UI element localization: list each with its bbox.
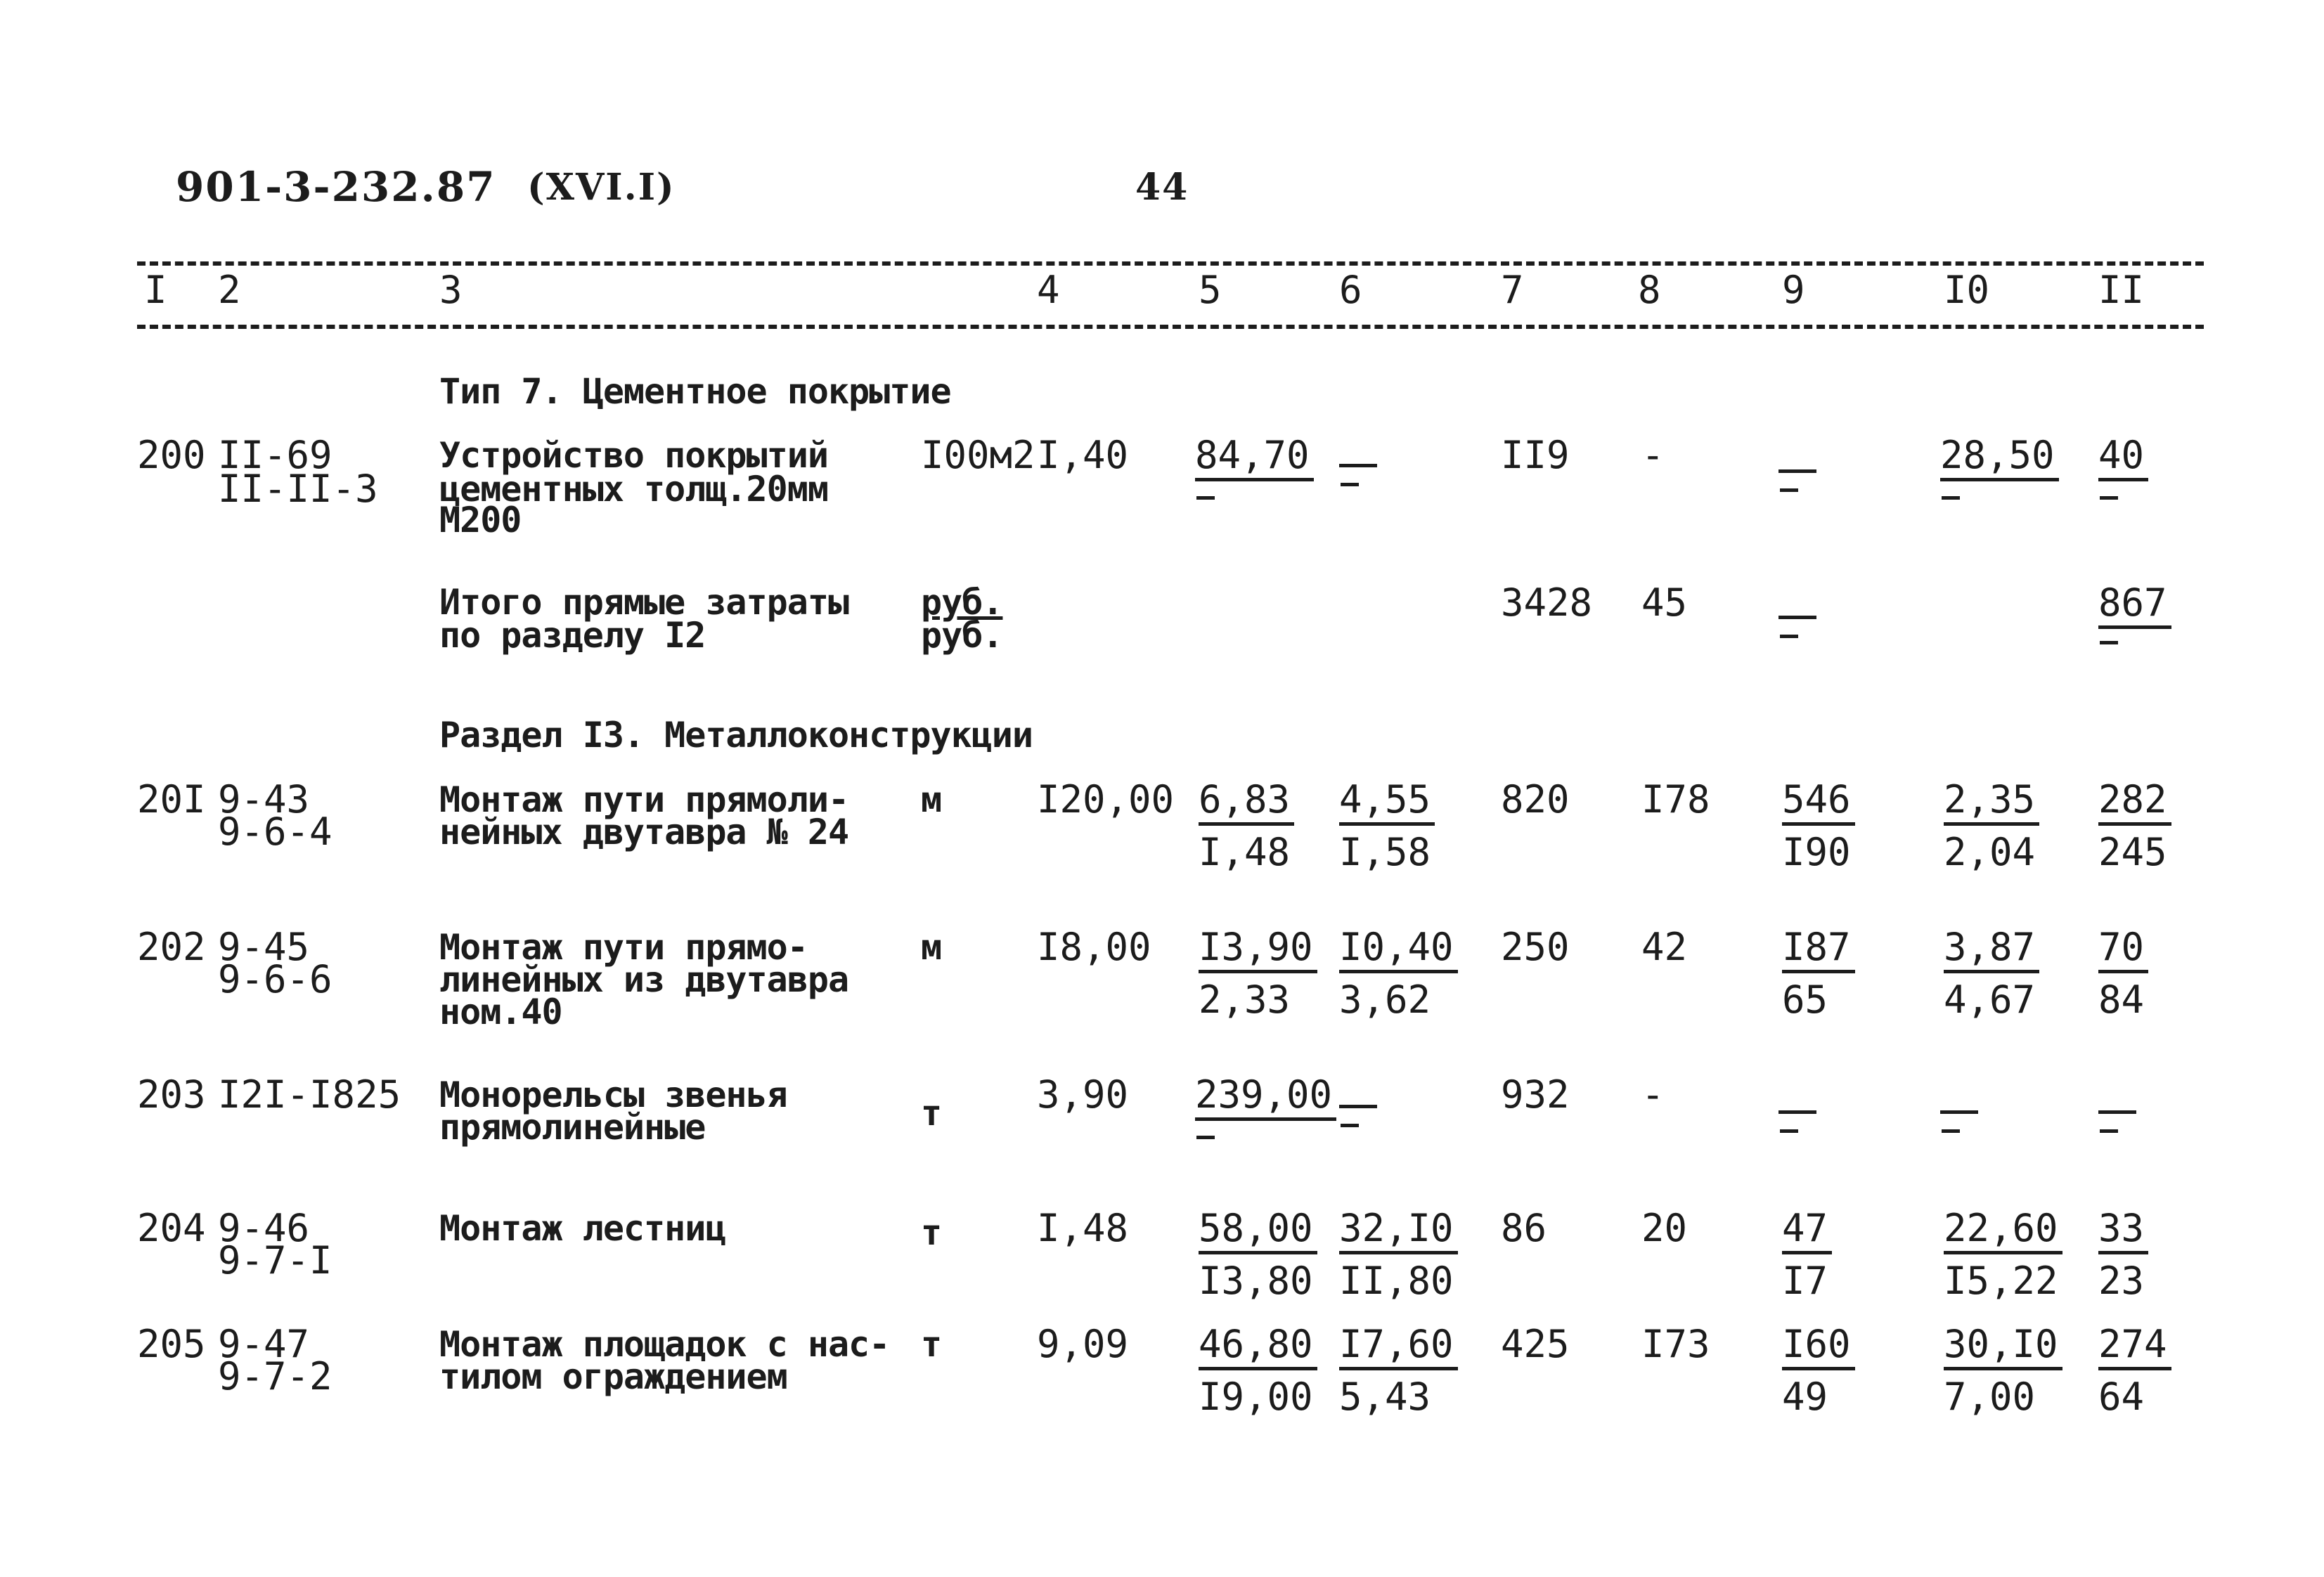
col-1: I [144,268,167,312]
labor-fraction [1944,925,2039,1022]
labor-total-fraction [2098,1206,2148,1303]
unit-cost-total: 58,00 [1199,1209,1317,1254]
col-6: 6 [1339,268,1362,312]
total-cost: II9 [1501,433,1570,477]
machine-total: I87 [1782,928,1855,973]
unit-cost-total: 46,80 [1199,1325,1317,1370]
labor-total: 274 [2098,1325,2171,1370]
labor-value: 2,35 [1944,780,2039,826]
machine-total-wages: 49 [1782,1375,1828,1419]
col-9: 9 [1782,268,1805,312]
labor-machinist: I5,22 [1944,1259,2058,1303]
unit-cost-fraction [1199,1206,1317,1303]
empty-dash [1196,1136,1215,1139]
machine-total-wages: 65 [1782,978,1828,1022]
unit-cost-fraction [1195,433,1314,481]
section-heading-type7: Тип 7. Цементное покрытие [439,371,951,412]
col-4: 4 [1037,268,1060,312]
labor-value: 30,I0 [1944,1325,2062,1370]
unit-cost-fraction [1199,925,1317,1022]
total-cost: 932 [1501,1072,1570,1117]
labor-total-fraction [2098,1322,2171,1419]
machine-wages: 5,43 [1339,1375,1431,1419]
row-number: 20I [137,777,206,822]
col-2: 2 [218,268,241,312]
work-name-line: цементных толщ.20мм [439,469,828,510]
quantity: I,40 [1037,433,1129,477]
work-name-line: линейных из двутавра [439,959,849,1000]
machine-cost-fraction [1339,1322,1458,1419]
unit: I00м2 [921,433,1035,477]
labor-total-fraction [2098,925,2148,1022]
machine-total: 47 [1782,1209,1832,1254]
col-10: I0 [1944,268,1990,312]
empty-dash [1196,496,1215,500]
unit-cost-fraction [1199,777,1294,874]
work-name-line: Монтаж лестниц [439,1208,726,1249]
labor-value: 3,87 [1944,928,2039,973]
machine-cost: 4,55 [1339,780,1435,826]
unit-cost-total: 6,83 [1199,780,1294,826]
col-8: 8 [1638,268,1661,312]
machine-wages: II,80 [1339,1259,1454,1303]
empty-fraction-mark [1940,1110,1978,1148]
norm-code-secondary: 9-7-2 [218,1354,333,1398]
row-number: 203 [137,1072,206,1117]
unit: т [921,1093,942,1134]
wages: 42 [1641,925,1688,969]
machine-cost-fraction [1339,1206,1458,1303]
machine-total-fraction [1782,1206,1832,1303]
unit-cost-fraction [1199,1322,1317,1419]
unit: м [921,927,942,968]
unit-cost-wages: I9,00 [1199,1375,1313,1419]
machine-total-wages: I7 [1782,1259,1828,1303]
labor-fraction [1944,1322,2062,1419]
col-7: 7 [1501,268,1524,312]
total-cost: 250 [1501,925,1570,969]
norm-code-secondary: 9-7-I [218,1238,333,1283]
col-3: 3 [439,268,463,312]
labor-total: 867 [2098,583,2171,629]
labor-fraction [1940,433,2059,481]
wages: 45 [1641,580,1688,625]
machine-total-wages: I90 [1782,830,1851,874]
document-code: 901-3-232.87 [176,163,496,211]
unit-cost-total: I3,90 [1199,928,1317,973]
row-number: 205 [137,1322,206,1366]
norm-code-secondary: 9-6-4 [218,810,333,854]
quantity: I8,00 [1037,925,1151,969]
header-rule-bottom [137,325,2204,329]
empty-dash [1942,496,1960,500]
labor-total: 282 [2098,780,2171,826]
machine-cost: I0,40 [1339,928,1458,973]
empty-fraction-mark [1339,1105,1377,1143]
empty-fraction-mark [1778,616,1816,654]
machine-cost-fraction [1339,925,1458,1022]
labor-total-machinist: 245 [2098,830,2167,874]
norm-code-secondary: II-II-3 [218,467,378,511]
wages: I78 [1641,777,1710,822]
work-name-line: нейных двутавра № 24 [439,812,849,852]
work-name-line: М200 [439,500,522,540]
empty-fraction-mark [1778,1110,1816,1148]
work-name-line: Монтаж пути прямо- [439,927,808,968]
labor-total: 70 [2098,928,2148,973]
machine-wages: I,58 [1339,830,1431,874]
unit-cost-wages: I,48 [1199,830,1291,874]
section-heading-13: Раздел I3. Металлоконструкции [439,715,1033,755]
labor-total-fraction [2098,777,2171,874]
norm-code: 9-46 [218,1206,310,1250]
total-cost: 3428 [1501,580,1593,625]
unit: т [921,1212,942,1253]
norm-code: I2I-I825 [218,1072,401,1117]
header-rule-top [137,261,2204,266]
labor-total-fraction [2098,433,2148,481]
wages: 20 [1641,1206,1688,1250]
labor-total-fraction [2098,580,2171,629]
labor-fraction [1944,1206,2062,1303]
norm-code-secondary: 9-6-6 [218,957,333,1001]
total-cost: 86 [1501,1206,1547,1250]
norm-code: 9-45 [218,925,310,969]
labor-total-machinist: 64 [2098,1375,2145,1419]
machine-total-fraction [1782,925,1855,1022]
row-number: 202 [137,925,206,969]
labor-machinist: 7,00 [1944,1375,2036,1419]
labor-total-machinist: 84 [2098,978,2145,1022]
labor-value: 28,50 [1940,436,2059,481]
total-cost: 820 [1501,777,1570,822]
labor-machinist: 4,67 [1944,978,2036,1022]
norm-code: II-69 [218,433,333,477]
norm-code: 9-47 [218,1322,310,1366]
work-name-line: ном.40 [439,992,562,1032]
total-label-line: по разделу I2 [439,615,706,656]
work-name-line: тилом ограждением [439,1356,787,1397]
currency-unit: руб. [921,582,1003,623]
unit: т [921,1324,942,1365]
unit-cost-wages: 2,33 [1199,978,1291,1022]
quantity: I,48 [1037,1206,1129,1250]
wages: - [1641,1072,1665,1117]
empty-fraction-mark [2098,1110,2136,1148]
unit-cost-wages: I3,80 [1199,1259,1313,1303]
empty-dash [2100,641,2118,644]
machine-cost: I7,60 [1339,1325,1458,1370]
quantity: 3,90 [1037,1072,1129,1117]
labor-total: 33 [2098,1209,2148,1254]
work-name-line: прямолинейные [439,1107,706,1148]
machine-cost: 32,I0 [1339,1209,1458,1254]
labor-value: 22,60 [1944,1209,2062,1254]
wages: - [1641,433,1665,477]
row-number: 200 [137,433,206,477]
work-name-line: Монорельсы звенья [439,1075,787,1115]
page-number: 44 [1135,166,1189,209]
empty-fraction-mark [1778,469,1816,507]
work-name-line: Монтаж площадок с нас- [439,1324,890,1365]
wages: I73 [1641,1322,1710,1366]
currency-unit: руб. [921,615,1003,656]
labor-total-machinist: 23 [2098,1259,2145,1303]
row-number: 204 [137,1206,206,1250]
work-name-line: Устройство покрытий [439,435,828,476]
empty-fraction-mark [1339,464,1377,502]
machine-total-fraction [1782,1322,1855,1419]
sheet-reference: (XVI.I) [527,166,676,209]
unit-cost-fraction [1195,1072,1336,1121]
quantity: 9,09 [1037,1322,1129,1366]
labor-fraction [1944,777,2039,874]
labor-machinist: 2,04 [1944,830,2036,874]
unit: м [921,779,942,820]
quantity: I20,00 [1037,777,1175,822]
unit-cost-total: 84,70 [1195,436,1314,481]
total-label-line: Итого прямые затраты [439,582,849,623]
unit-cost-total: 239,00 [1195,1075,1336,1121]
machine-wages: 3,62 [1339,978,1431,1022]
empty-dash [2100,496,2118,500]
machine-total: I60 [1782,1325,1855,1370]
total-cost: 425 [1501,1322,1570,1366]
norm-code: 9-43 [218,777,310,822]
machine-total-fraction [1782,777,1855,874]
work-name-line: Монтаж пути прямоли- [439,779,849,820]
col-5: 5 [1199,268,1222,312]
machine-cost-fraction [1339,777,1435,874]
machine-total: 546 [1782,780,1855,826]
labor-total: 40 [2098,436,2148,481]
col-11: II [2098,268,2145,312]
